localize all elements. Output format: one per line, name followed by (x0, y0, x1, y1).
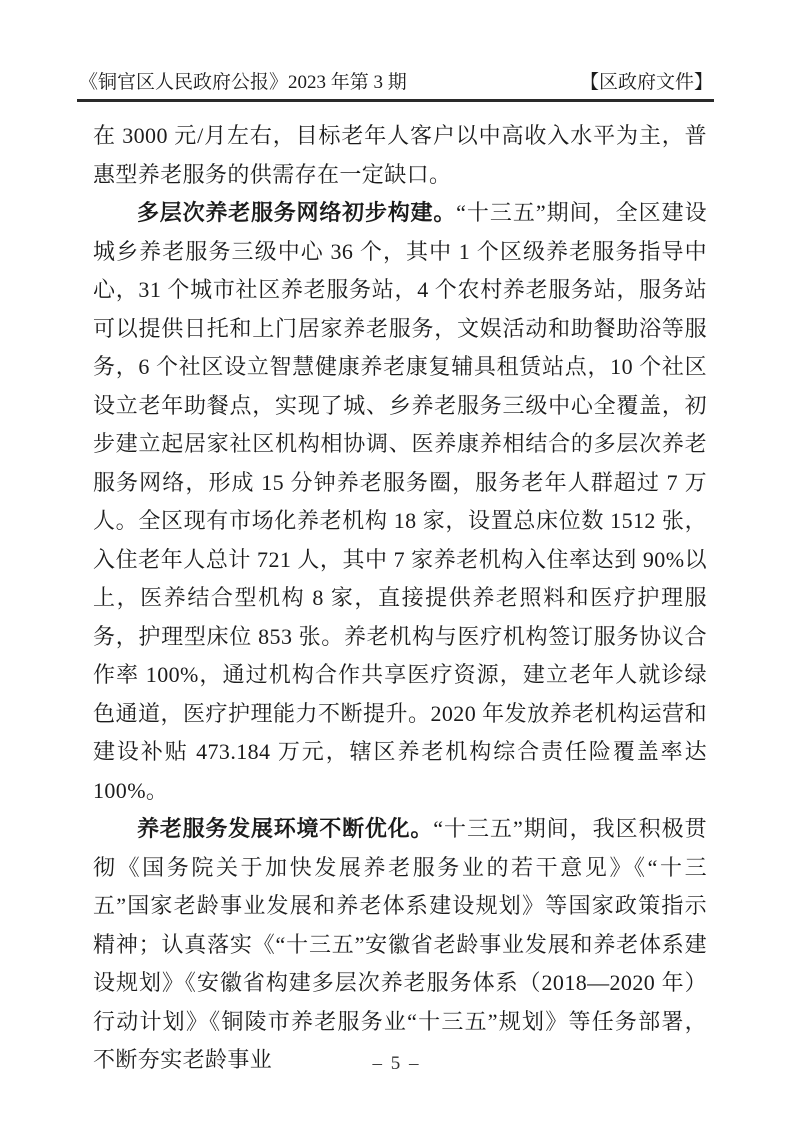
paragraph-continuation (93, 117, 707, 194)
header-gazette-title: 《铜官区人民政府公报》2023 年第 3 期 (79, 72, 407, 93)
paragraph-text: “十三五”期间，全区建设城乡养老服务三级中心 36 个，其中 1 个区级养老服务指导中心，31 个城市社区养老服务站，4 个农村养老服务站，服务站可以提供日托和上门居家养老服务，文娱活动和助餐助浴等服务，6 个社区设立智慧健康养老康复辅具租赁站点，10 个社区设立老年助餐点，实现了城、乡养老服务三级中心全覆盖，初步建立起居家社区机构相协调、医养康养相结合的多层次养老服务网络，形成 15 分钟养老服务圈，服务老年人群超过 7 万人。全区现有市场化养老机构 18 家，设置总床位数 1512 张，入住老年人总计 721 人，其中 7 家养老机构入住率达到 90%以上，医养结合型机构 8 家，直接提供养老照料和医疗护理服务，护理型床位 853 张。养老机构与医疗机构签订服务协议合作率 100%，通过机构合作共享医疗资源，建立老年人就诊绿色通道，医疗护理能力不断提升。2020 年发放养老机构运营和建设补贴 473.184 万元，辖区养老机构综合责任险覆盖率达 100%。 (93, 200, 707, 803)
paragraph-text: “十三五”期间，我区积极贯彻《国务院关于加快发展养老服务业的若干意见》《“十三五”国家老龄事业发展和养老体系建设规划》等国家政策指示精神；认真落实《“十三五”安徽省老龄事业发展和养老体系建设规划》《安徽省构建多层次养老服务体系（2018—2020 年）行动计划》《铜陵市养老服务业“十三五”规划》等任务部署，不断夯实老龄事业 (93, 816, 707, 1072)
page-footer (0, 1053, 793, 1075)
paragraph-network-construction (93, 194, 707, 810)
paragraph-environment-optimization (93, 810, 707, 1080)
document-body (93, 117, 707, 1080)
paragraph-text: 在 3000 元/月左右，目标老年人客户以中高收入水平为主，普惠型养老服务的供需存在一定缺口。 (93, 123, 707, 187)
page-header (79, 67, 713, 94)
header-rule (77, 99, 714, 102)
header-section-label: 【区政府文件】 (579, 72, 713, 93)
paragraph-lead: 养老服务发展环境不断优化。 (137, 816, 434, 841)
page-number: – 5 – (372, 1053, 421, 1074)
paragraph-lead: 多层次养老服务网络初步构建。 (137, 200, 457, 225)
